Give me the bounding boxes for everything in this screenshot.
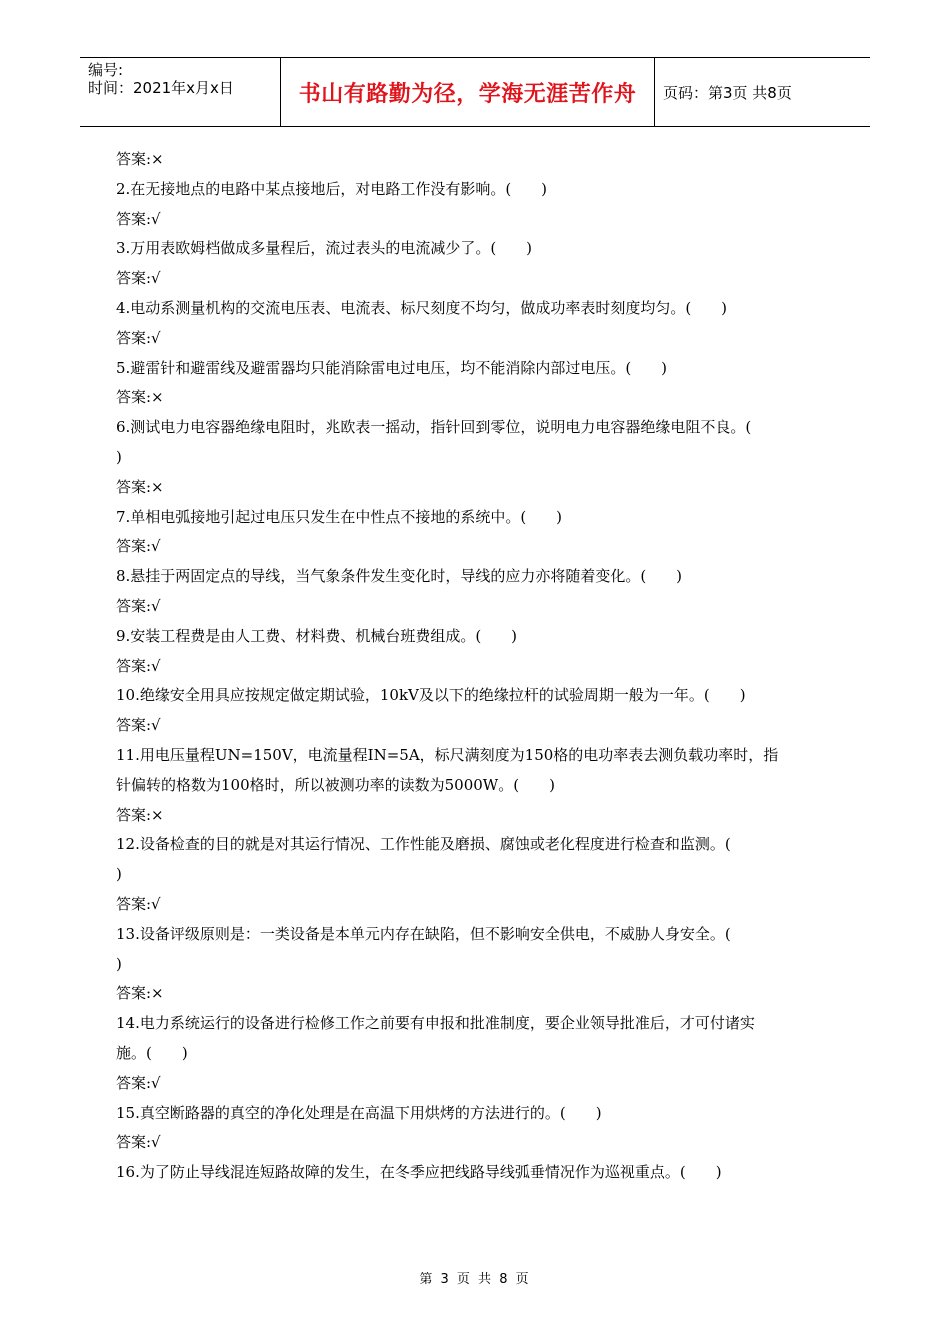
page-header [80,57,870,127]
header-number-label: 编号: [88,61,124,79]
question-line: 12.设备检查的目的就是对其运行情况、工作性能及磨损、腐蚀或老化程度进行检查和监测。( [116,835,731,854]
question-line: 5.避雷针和避雷线及避雷器均只能消除雷电过电压，均不能消除内部过电压。( ) [116,358,668,377]
answer-line: 答案:√ [116,537,161,556]
header-motto: 书山有路勤为径，学海无涯苦作舟 [298,81,637,107]
answer-line: 答案:× [116,388,164,407]
header-motto-cell [281,58,655,126]
page-footer: 第 3 页 共 8 页 [419,1272,531,1287]
answer-line: 答案:√ [116,716,161,735]
question-line: 2.在无接地点的电路中某点接地后，对电路工作没有影响。( ) [116,179,548,198]
header-page-cell [655,58,870,126]
answer-line: 答案:× [116,984,164,1003]
answer-line: 答案:× [116,477,164,496]
answer-line: 答案:× [116,150,164,168]
question-line: ) [116,447,122,466]
answer-line: 答案:√ [116,328,161,347]
question-line: ) [116,954,122,973]
question-line: 施。( ) [116,1043,188,1062]
question-line: 9.安装工程费是由人工费、材料费、机械台班费组成。( ) [116,626,518,645]
question-line: 14.电力系统运行的设备进行检修工作之前要有申报和批准制度，要企业领导批准后，才可付诸实 [116,1014,755,1033]
answer-line: 答案:√ [116,269,161,288]
question-line: 8.悬挂于两固定点的导线，当气象条件发生变化时，导线的应力亦将随着变化。( ) [116,567,683,586]
answer-line: 答案:× [116,805,164,824]
question-line: 16.为了防止导线混连短路故障的发生，在冬季应把线路导线弧垂情况作为巡视重点。( ) [116,1163,722,1182]
question-line: 7.单相电弧接地引起过电压只发生在中性点不接地的系统中。( ) [116,507,563,526]
answer-line: 答案:√ [116,894,161,913]
document-body [116,145,836,1188]
answer-line: 答案:√ [116,596,161,615]
question-line: 11.用电压量程UN=150V，电流量程IN=5A，标尺满刻度为150格的电功率表去测负载功率时，指 [116,745,779,764]
question-line: ) [116,865,122,884]
question-line: 10.绝缘安全用具应按规定做定期试验，10kV及以下的绝缘拉杆的试验周期一般为一年。( ) [116,686,746,705]
header-page-code: 页码：第3页 共8页 [663,83,792,102]
question-line: 6.测试电力电容器绝缘电阻时，兆欧表一摇动，指针回到零位，说明电力电容器绝缘电阻不良。( [116,418,752,437]
answer-line: 答案:√ [116,656,161,675]
question-line: 15.真空断路器的真空的净化处理是在高温下用烘烤的方法进行的。( ) [116,1103,602,1122]
question-line: 针偏转的格数为100格时，所以被测功率的读数为5000W。( ) [116,775,555,794]
question-line: 3.万用表欧姆档做成多量程后，流过表头的电流减少了。( ) [116,239,533,258]
answer-line: 答案:√ [116,209,161,228]
answer-line: 答案:√ [116,1133,161,1152]
question-line: 4.电动系测量机构的交流电压表、电流表、标尺刻度不均匀，做成功率表时刻度均匀。( ) [116,298,728,317]
question-line: 13.设备评级原则是：一类设备是本单元内存在缺陷，但不影响安全供电，不威胁人身安全。( [116,924,731,943]
header-date-label: 时间：2021年x月x日 [88,79,234,97]
header-info-cell [80,58,281,126]
answer-line: 答案:√ [116,1073,161,1092]
